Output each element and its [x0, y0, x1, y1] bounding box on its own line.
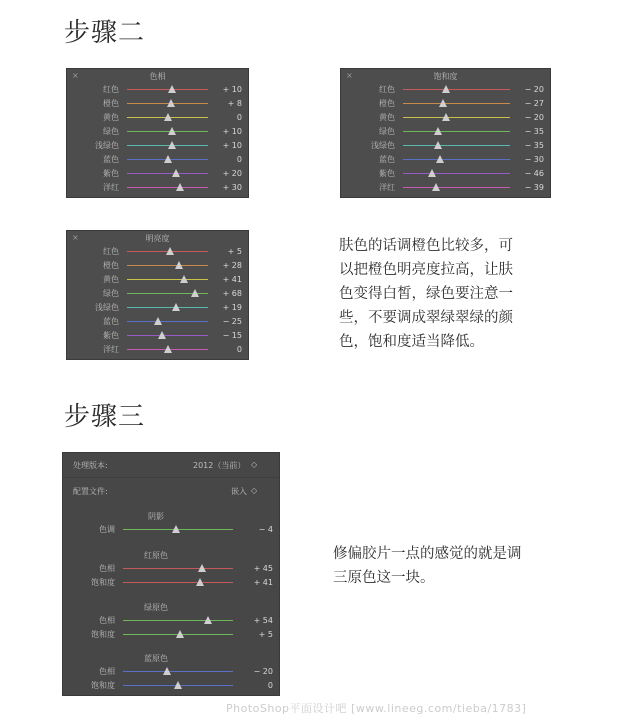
slider-label: 饱和度 — [91, 630, 115, 639]
slider-label: 橙色 — [379, 99, 395, 108]
slider-track[interactable] — [403, 89, 510, 90]
close-icon[interactable]: × — [72, 71, 79, 80]
slider-value: 0 — [236, 155, 242, 164]
slider-label: 紫色 — [103, 169, 119, 178]
slider-label: 蓝色 — [103, 317, 119, 326]
slider-label: 洋红 — [103, 183, 119, 192]
slider-track[interactable] — [403, 173, 510, 174]
slider-value: − 46 — [524, 169, 544, 178]
slider-value: + 54 — [253, 616, 273, 625]
slider-row — [63, 523, 279, 537]
slider-label: 紫色 — [103, 331, 119, 340]
slider-value: + 30 — [222, 183, 242, 192]
slider-label: 红色 — [379, 85, 395, 94]
slider-row — [67, 153, 248, 167]
slider-label: 蓝色 — [103, 155, 119, 164]
slider-value: + 28 — [222, 261, 242, 270]
slider-thumb[interactable] — [158, 331, 166, 339]
slider-label: 洋红 — [379, 183, 395, 192]
slider-label: 饱和度 — [91, 578, 115, 587]
chevron-down-icon: ◇ — [251, 460, 258, 469]
panel-header: 饱和度 — [433, 72, 458, 81]
slider-thumb[interactable] — [436, 155, 444, 163]
step-three-title: 步骤三 — [64, 402, 146, 432]
slider-track[interactable] — [127, 187, 208, 188]
slider-label: 色调 — [99, 525, 115, 534]
slider-value: + 41 — [222, 275, 242, 284]
slider-value: + 8 — [227, 99, 242, 108]
slider-label: 黄色 — [103, 275, 119, 284]
profile-label: 配置文件: — [73, 487, 108, 496]
slider-track[interactable] — [123, 671, 233, 672]
slider-value: + 45 — [253, 564, 273, 573]
slider-thumb[interactable] — [428, 169, 436, 177]
luminance-panel — [66, 230, 249, 360]
slider-thumb[interactable] — [168, 127, 176, 135]
slider-track[interactable] — [403, 159, 510, 160]
slider-thumb[interactable] — [174, 681, 182, 689]
slider-track[interactable] — [403, 103, 510, 104]
slider-track[interactable] — [127, 335, 208, 336]
slider-value: + 5 — [258, 630, 273, 639]
slider-track[interactable] — [123, 620, 233, 621]
slider-label: 橙色 — [103, 261, 119, 270]
slider-label: 橙色 — [103, 99, 119, 108]
slider-value: − 15 — [222, 331, 242, 340]
slider-label: 色相 — [99, 564, 115, 573]
slider-label: 蓝色 — [379, 155, 395, 164]
process-label: 处理版本: — [73, 461, 108, 470]
slider-row — [67, 329, 248, 343]
slider-label: 绿色 — [103, 289, 119, 298]
slider-row — [341, 97, 550, 111]
slider-row — [67, 245, 248, 259]
slider-value: − 25 — [222, 317, 242, 326]
slider-thumb[interactable] — [168, 141, 176, 149]
slider-thumb[interactable] — [164, 113, 172, 121]
slider-label: 色相 — [99, 616, 115, 625]
slider-thumb[interactable] — [163, 667, 171, 675]
slider-track[interactable] — [127, 265, 208, 266]
slider-value: + 19 — [222, 303, 242, 312]
slider-label: 色相 — [99, 667, 115, 676]
hue-panel — [66, 68, 249, 198]
profile-select[interactable]: 嵌入 — [231, 487, 247, 496]
description-line: 色，饱和度适当降低。 — [339, 334, 484, 350]
process-version-select[interactable]: 2012（当前） — [193, 461, 246, 470]
slider-value: + 10 — [222, 85, 242, 94]
slider-value: + 10 — [222, 141, 242, 150]
slider-row — [67, 111, 248, 125]
slider-track[interactable] — [127, 173, 208, 174]
slider-thumb[interactable] — [434, 127, 442, 135]
slider-thumb[interactable] — [175, 261, 183, 269]
slider-row — [67, 301, 248, 315]
panel-header: 明亮度 — [145, 234, 170, 243]
slider-value: − 4 — [258, 525, 273, 534]
slider-label: 绿色 — [103, 127, 119, 136]
slider-label: 洋红 — [103, 345, 119, 354]
slider-row — [67, 259, 248, 273]
description-text — [339, 234, 579, 354]
slider-track[interactable] — [127, 307, 208, 308]
description-line: 修偏胶片一点的感觉的就是调 — [333, 546, 522, 562]
slider-thumb[interactable] — [196, 578, 204, 586]
slider-thumb[interactable] — [176, 183, 184, 191]
description-line: 三原色这一块。 — [333, 570, 435, 586]
slider-label: 浅绿色 — [371, 141, 395, 150]
slider-value: − 27 — [524, 99, 544, 108]
slider-row — [67, 139, 248, 153]
slider-thumb[interactable] — [172, 169, 180, 177]
green-primary-title: 绿原色 — [144, 603, 168, 612]
slider-row — [63, 679, 279, 693]
slider-label: 浅绿色 — [95, 303, 119, 312]
slider-row — [63, 576, 279, 590]
slider-row — [341, 167, 550, 181]
slider-thumb[interactable] — [204, 616, 212, 624]
slider-thumb[interactable] — [198, 564, 206, 572]
slider-track[interactable] — [127, 321, 208, 322]
slider-track[interactable] — [123, 568, 233, 569]
slider-row — [67, 97, 248, 111]
slider-value: 0 — [236, 113, 242, 122]
slider-row — [67, 167, 248, 181]
slider-label: 红色 — [103, 85, 119, 94]
slider-row — [67, 315, 248, 329]
slider-thumb[interactable] — [172, 525, 180, 533]
slider-value: + 41 — [253, 578, 273, 587]
blue-primary-title: 蓝原色 — [144, 654, 168, 663]
slider-row — [341, 139, 550, 153]
slider-row — [63, 562, 279, 576]
slider-label: 紫色 — [379, 169, 395, 178]
slider-value: 0 — [236, 345, 242, 354]
slider-value: − 20 — [524, 85, 544, 94]
slider-thumb[interactable] — [442, 85, 450, 93]
slider-row — [341, 153, 550, 167]
slider-track[interactable] — [403, 187, 510, 188]
slider-label: 黄色 — [103, 113, 119, 122]
slider-row — [67, 125, 248, 139]
slider-row — [63, 665, 279, 679]
description-line: 以把橙色明亮度拉高，让肤 — [339, 262, 513, 278]
slider-label: 绿色 — [379, 127, 395, 136]
slider-row — [63, 628, 279, 642]
slider-thumb[interactable] — [442, 113, 450, 121]
close-icon[interactable]: × — [72, 233, 79, 242]
slider-thumb[interactable] — [164, 345, 172, 353]
slider-thumb[interactable] — [164, 155, 172, 163]
slider-row — [67, 343, 248, 357]
slider-label: 饱和度 — [91, 681, 115, 690]
slider-thumb[interactable] — [191, 289, 199, 297]
slider-thumb[interactable] — [432, 183, 440, 191]
slider-value: + 68 — [222, 289, 242, 298]
close-icon[interactable]: × — [346, 71, 353, 80]
red-primary-title: 红原色 — [144, 551, 168, 560]
slider-thumb[interactable] — [439, 99, 447, 107]
slider-row — [67, 287, 248, 301]
slider-value: + 20 — [222, 169, 242, 178]
slider-thumb[interactable] — [168, 85, 176, 93]
slider-thumb[interactable] — [176, 630, 184, 638]
shadow-section-title: 阴影 — [148, 512, 164, 521]
slider-track[interactable] — [127, 279, 208, 280]
slider-value: + 5 — [227, 247, 242, 256]
slider-row — [67, 181, 248, 195]
slider-track[interactable] — [123, 582, 233, 583]
saturation-panel — [340, 68, 551, 198]
slider-value: − 20 — [253, 667, 273, 676]
description-text — [333, 542, 583, 590]
panel-header: 色相 — [149, 72, 166, 81]
slider-row — [341, 125, 550, 139]
slider-label: 浅绿色 — [95, 141, 119, 150]
divider — [63, 477, 279, 478]
slider-row — [63, 614, 279, 628]
slider-track[interactable] — [403, 145, 510, 146]
slider-row — [67, 273, 248, 287]
slider-thumb[interactable] — [166, 247, 174, 255]
slider-value: + 10 — [222, 127, 242, 136]
slider-thumb[interactable] — [180, 275, 188, 283]
slider-value: − 39 — [524, 183, 544, 192]
description-line: 些，不要调成翠绿翠绿的颜 — [339, 310, 513, 326]
slider-thumb[interactable] — [154, 317, 162, 325]
slider-row — [341, 181, 550, 195]
slider-row — [67, 83, 248, 97]
slider-value: − 20 — [524, 113, 544, 122]
slider-label: 红色 — [103, 247, 119, 256]
slider-thumb[interactable] — [172, 303, 180, 311]
slider-row — [341, 83, 550, 97]
watermark: PhotoShop平面设计吧 [www.lineeg.com/tieba/1783] — [226, 702, 527, 715]
description-line: 肤色的话调橙色比较多，可 — [339, 238, 513, 254]
slider-value: − 35 — [524, 127, 544, 136]
slider-thumb[interactable] — [434, 141, 442, 149]
chevron-down-icon: ◇ — [251, 486, 258, 495]
slider-track[interactable] — [403, 131, 510, 132]
slider-value: − 35 — [524, 141, 544, 150]
slider-track[interactable] — [403, 117, 510, 118]
slider-row — [341, 111, 550, 125]
slider-label: 黄色 — [379, 113, 395, 122]
slider-value: − 30 — [524, 155, 544, 164]
camera-calibration-panel — [62, 452, 280, 696]
description-line: 色变得白皙，绿色要注意一 — [339, 286, 513, 302]
slider-thumb[interactable] — [167, 99, 175, 107]
slider-value: 0 — [267, 681, 273, 690]
step-two-title: 步骤二 — [64, 18, 146, 48]
